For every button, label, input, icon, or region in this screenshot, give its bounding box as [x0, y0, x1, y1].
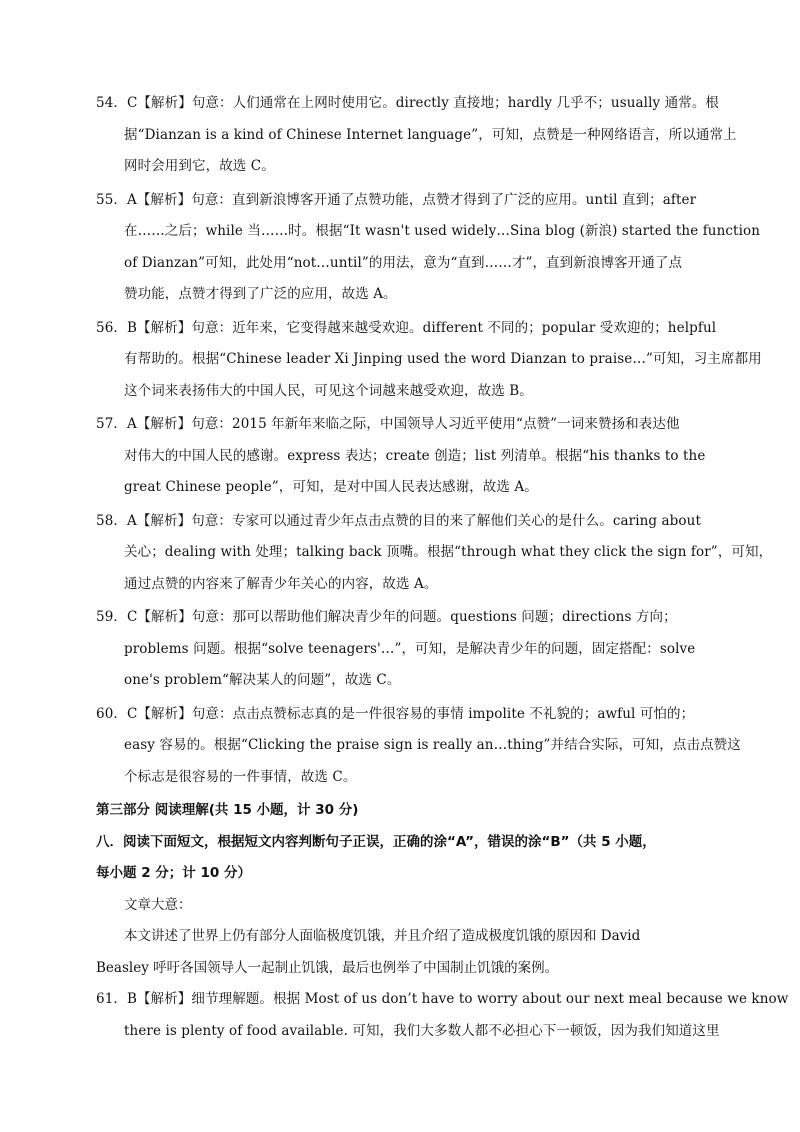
- answer-line: 这个词来表扬伟大的中国人民，可见这个词越来越受欢迎，故选 B。: [124, 382, 533, 399]
- answer-line: 有帮助的。根据“Chinese leader Xi Jinping used the word Dianzan to praise…”可知，习主席都用: [124, 351, 762, 367]
- answer-60: [96, 699, 741, 794]
- answer-54: [96, 88, 737, 183]
- answer-57: [96, 409, 706, 504]
- answer-line: 关心；dealing with 处理；talking back 顶嘴。根据“through what they click the sign for”，可知，: [124, 544, 773, 560]
- answer-line: 61．B【解析】细节理解题。根据 Most of us don’t have to worry about our next meal because we know: [96, 991, 789, 1007]
- summary-text: Beasley 呼吁各国领导人一起制止饥饿，最后也例举了中国制止饥饿的案例。: [96, 959, 559, 976]
- section-heading: 第三部分 阅读理解(共 15 小题，计 30 分): [96, 802, 359, 818]
- answer-line: one's problem“解决某人的问题”，故选 C。: [124, 672, 401, 688]
- answer-line: easy 容易的。根据“Clicking the praise sign is really an…thing”并结合实际，可知，点击点赞这: [124, 737, 741, 753]
- answer-line: great Chinese people”，可知，是对中国人民表达感谢，故选 A。: [124, 479, 538, 495]
- answer-line: 在……之后；while 当……时。根据“It wasn't used widely…Sina blog (新浪) started the function: [124, 223, 761, 239]
- sub-heading-line: 每小题 2 分；计 10 分）: [96, 865, 251, 881]
- answer-line: 57．A【解析】句意：2015 年新年来临之际，中国领导人习近平使用“点赞”一词来赞扬和表达他: [96, 416, 680, 432]
- answer-61: [96, 984, 789, 1047]
- answer-59: [96, 602, 702, 697]
- answer-line: 54．C【解析】句意：人们通常在上网时使用它。directly 直接地；hardly 几乎不；usually 通常。根: [96, 95, 720, 111]
- answer-line: 59．C【解析】句意：那可以帮助他们解决青少年的问题。questions 问题；directions 方向；: [96, 609, 677, 625]
- answer-line: 对伟大的中国人民的感谢。express 表达；create 创造；list 列清单。根据“his thanks to the: [124, 447, 706, 464]
- sub-heading-line: 八．阅读下面短文，根据短文内容判断句子正误，正确的涂“A”，错误的涂“B”（共 5 小题，: [96, 833, 656, 850]
- answer-line: 个标志是很容易的一件事情，故选 C。: [124, 768, 357, 785]
- answer-56: [96, 313, 762, 408]
- answer-line: 56．B【解析】句意：近年来，它变得越来越受欢迎。different 不同的；popular 受欢迎的；helpful: [96, 319, 717, 336]
- answer-58: [96, 506, 773, 601]
- answer-line: 通过点赞的内容来了解青少年关心的内容，故选 A。: [124, 575, 438, 592]
- answer-line: of Dianzan”可知，此处用“not…until”的用法，意为“直到……才”，直到新浪博客开通了点: [124, 254, 683, 271]
- answer-line: 55．A【解析】句意：直到新浪博客开通了点赞功能，点赞才得到了广泛的应用。until 直到；after: [96, 191, 697, 208]
- answer-line: 赞功能，点赞才得到了广泛的应用，故选 A。: [124, 286, 397, 302]
- answer-line: there is plenty of food available. 可知，我们大多数人都不必担心下一顿饭，因为我们知道这里: [124, 1022, 720, 1039]
- answer-55: [96, 185, 761, 311]
- answer-line: 网时会用到它，故选 C。: [124, 158, 275, 174]
- answer-line: 60．C【解析】句意：点击点赞标志真的是一件很容易的事情 impolite 不礼貌的；awful 可怕的；: [96, 705, 695, 722]
- summary-label: 文章大意：: [124, 896, 192, 913]
- answer-line: 据“Dianzan is a kind of Chinese Internet language”，可知，点赞是一种网络语言，所以通常上: [124, 126, 737, 143]
- summary-text: 本文讲述了世界上仍有部分人面临极度饥饿，并且介绍了造成极度饥饿的原因和 David: [124, 928, 641, 944]
- answer-line: problems 问题。根据“solve teenagers'…”，可知，是解决青少年的问题，固定搭配：solve: [124, 640, 696, 657]
- answer-line: 58．A【解析】句意：专家可以通过青少年点击点赞的目的来了解他们关心的是什么。caring about: [96, 512, 701, 529]
